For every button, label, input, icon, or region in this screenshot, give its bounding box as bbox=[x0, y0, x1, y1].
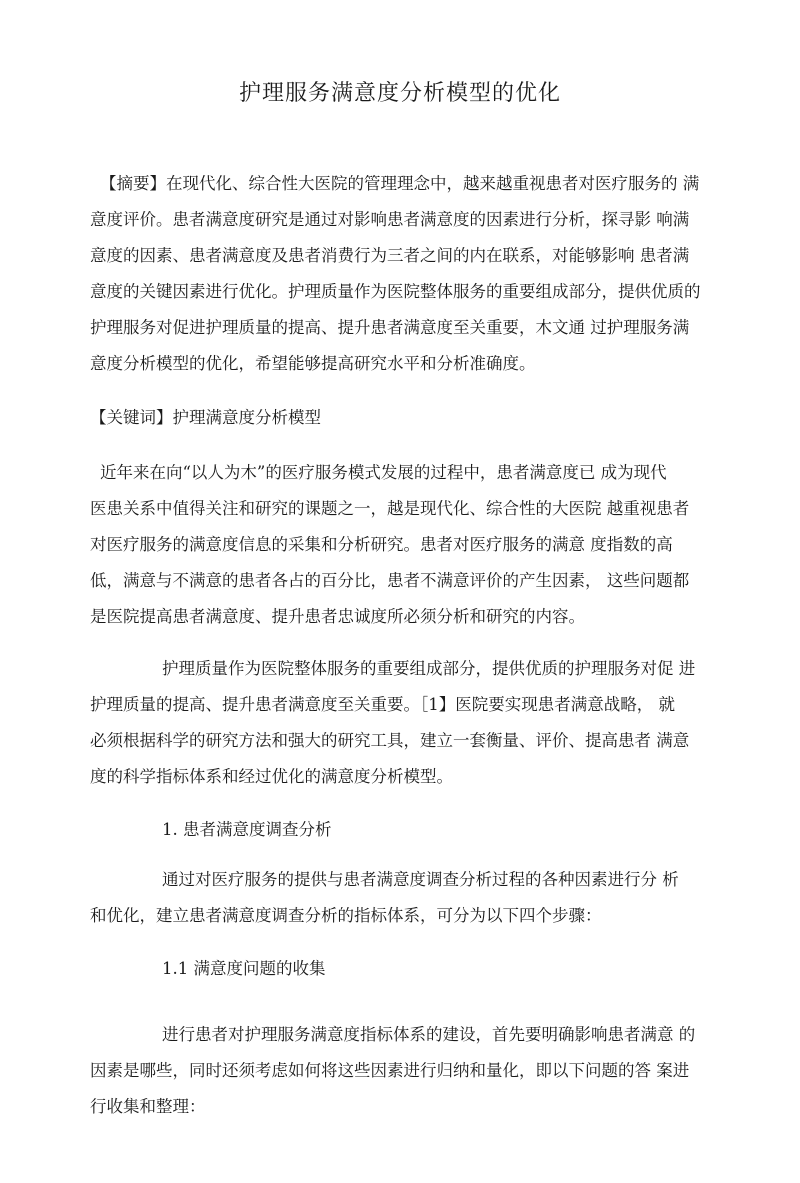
paragraph-line: 近年来在向“以人为木”的医疗服务模式发展的过程中，患者满意度已 成为现代 bbox=[100, 463, 667, 482]
paragraph-line: 护理质量作为医院整体服务的重要组成部分，提供优质的护理服务对促 进 bbox=[162, 659, 696, 678]
paragraph-line: 对医疗服务的满意度信息的采集和分析研究。患者对医疗服务的满意 度指数的高 bbox=[90, 535, 673, 554]
abstract-line: 意度的关键因素进行优化。护理质量作为医院整体服务的重要组成部分，提供优质的 bbox=[90, 282, 701, 301]
paragraph-line: 度的科学指标体系和经过优化的满意度分析模型。 bbox=[90, 767, 453, 786]
abstract-line: 意度分析模型的优化，希望能够提高研究水平和分析准确度。 bbox=[90, 354, 536, 373]
paragraph-line: 必须根据科学的研究方法和强大的研究工具，建立一套衡量、评价、提高患者 满意 bbox=[90, 731, 690, 750]
body-paragraph bbox=[90, 651, 712, 795]
heading-text: 1. 患者满意度调查分析 bbox=[162, 820, 332, 839]
heading-text: 1.1 满意度问题的收集 bbox=[162, 959, 326, 978]
paragraph-line: 护理质量的提高、提升患者满意度至关重要。［1】医院要实现患者满意战略， 就 bbox=[90, 695, 675, 714]
paragraph-line: 行收集和整理： bbox=[90, 1097, 206, 1116]
paragraph-line: 是医院提高患者满意度、提升患者忠诚度所必须分析和研究的内容。 bbox=[90, 607, 585, 626]
paragraph-line: 医患关系中值得关注和研究的课题之一，越是现代化、综合性的大医院 越重视患者 bbox=[90, 499, 690, 518]
body-paragraph bbox=[90, 455, 712, 635]
section-heading bbox=[162, 812, 784, 848]
abstract-line: 意度的因素、患者满意度及患者消费行为三者之间的内在联系，对能够影响 患者满 bbox=[90, 246, 690, 265]
abstract-line: 【摘要】在现代化、综合性大医院的管理理念中，越来越重视患者对医疗服务的 满 bbox=[100, 174, 700, 193]
keywords-text: 【关键词】护理满意度分析模型 bbox=[90, 408, 321, 427]
paragraph-line: 因素是哪些，同时还须考虑如何将这些因素进行归纳和量化，即以下问题的答 案进 bbox=[90, 1061, 690, 1080]
paragraph-line: 和优化，建立患者满意度调查分析的指标体系，可分为以下四个步骤： bbox=[90, 906, 602, 925]
paragraph-line: 通过对医疗服务的提供与患者满意度调查分析过程的各种因素进行分 析 bbox=[162, 870, 679, 889]
abstract-paragraph bbox=[90, 166, 712, 382]
document-title: 护理服务满意度分析模型的优化 bbox=[238, 81, 561, 106]
subsection-heading bbox=[162, 951, 784, 987]
paragraph-line: 进行患者对护理服务满意度指标体系的建设，首先要明确影响患者满意 的 bbox=[162, 1025, 696, 1044]
abstract-line: 护理服务对促进护理质量的提高、提升患者满意度至关重要，木文通 过护理服务满 bbox=[90, 318, 690, 337]
body-paragraph bbox=[90, 1017, 712, 1125]
keywords-line bbox=[90, 400, 712, 436]
paragraph-line: 低，满意与不满意的患者各占的百分比，患者不满意评价的产生因素， 这些问题都 bbox=[90, 571, 690, 590]
abstract-line: 意度评价。患者满意度研究是通过对影响患者满意度的因素进行分析，探寻影 响满 bbox=[90, 210, 690, 229]
body-paragraph bbox=[90, 862, 712, 934]
